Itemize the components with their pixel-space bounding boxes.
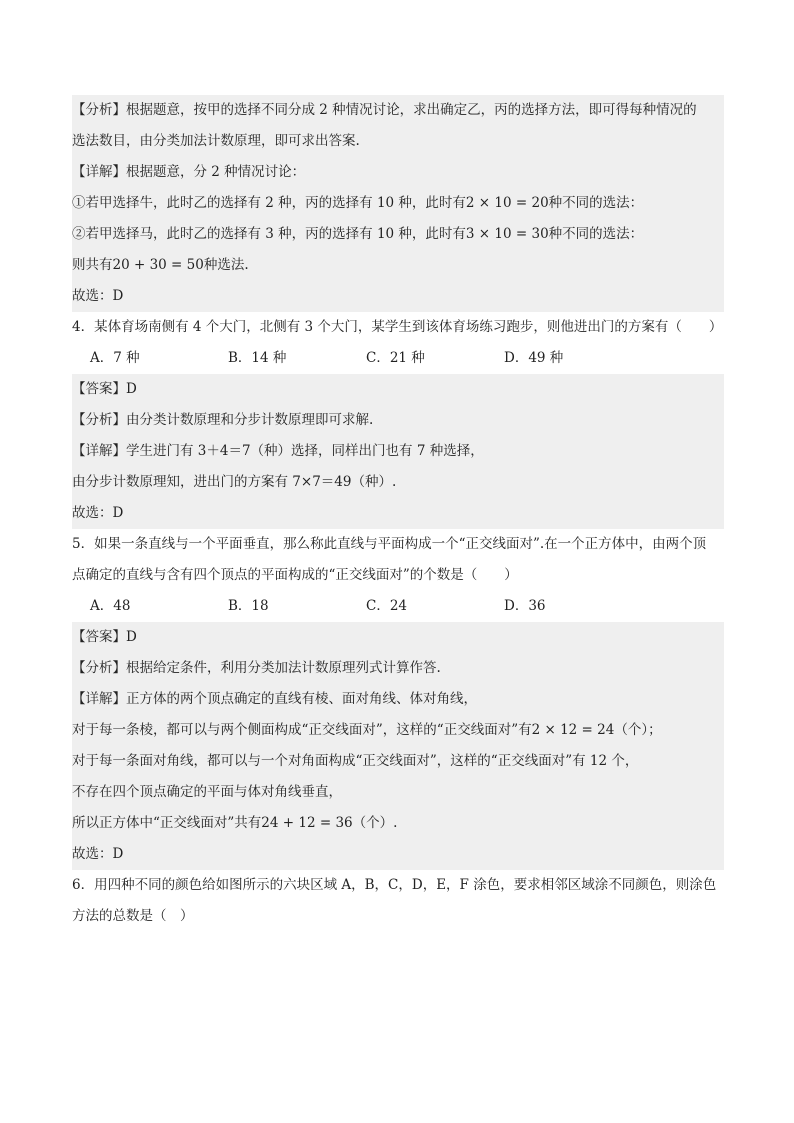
answer-line: 【答案】D <box>72 629 137 645</box>
analysis-line: 【分析】由分类计数原理和分步计数原理即可求解. <box>72 412 374 428</box>
detail-line: 【详解】学生进门有 3＋4＝7（种）选择，同样出门也有 7 种选择， <box>72 443 484 459</box>
detail-line-3: 对于每一条面对角线，都可以与一个对角面构成“正交线面对”，这样的“正交线面对”有 12 个， <box>72 753 639 769</box>
option-b: B．18 <box>228 598 269 614</box>
solution-block-5 <box>72 622 724 870</box>
question-options <box>72 343 724 374</box>
detail-total: 所以正方体中“正交线面对”共有24 + 12 = 36（个）. <box>72 815 398 831</box>
choice-line: 故选：D <box>72 505 124 521</box>
option-d: D．36 <box>504 598 546 614</box>
option-c: C．21 种 <box>366 350 425 366</box>
detail-case-1: ①若甲选择牛，此时乙的选择有 2 种，丙的选择有 10 种，此时有2 × 10 = 20种不同的选法： <box>72 195 644 211</box>
question-text: 4．某体育场南侧有 4 个大门，北侧有 3 个大门，某学生到该体育场练习跑步，则他进出门的方案有（ ） <box>72 319 723 335</box>
option-c: C．24 <box>366 598 408 614</box>
option-a: A．48 <box>90 598 131 614</box>
answer-line: 【答案】D <box>72 381 137 397</box>
question-text: 5．如果一条直线与一个平面垂直，那么称此直线与平面构成一个“正交线面对”.在一个正方体中，由两个顶 <box>72 536 707 552</box>
analysis-line-cont: 选法数目，由分类加法计数原理，即可求出答案. <box>72 133 360 149</box>
question-options <box>72 591 724 622</box>
detail-line: 【详解】根据题意，分 2 种情况讨论： <box>72 164 306 180</box>
detail-case-2: ②若甲选择马，此时乙的选择有 3 种，丙的选择有 10 种，此时有3 × 10 = 30种不同的选法： <box>72 226 644 242</box>
document-content <box>72 95 724 932</box>
solution-block-4 <box>72 374 724 529</box>
question-6 <box>72 870 724 932</box>
option-d: D．49 种 <box>504 350 564 366</box>
detail-line: 【详解】正方体的两个顶点确定的直线有棱、面对角线、体对角线， <box>72 691 477 707</box>
detail-total: 则共有20 + 30 = 50种选法. <box>72 257 249 273</box>
option-a: A．7 种 <box>90 350 140 366</box>
question-4 <box>72 312 724 374</box>
analysis-line: 【分析】根据给定条件，利用分类加法计数原理列式计算作答. <box>72 660 441 676</box>
analysis-line: 【分析】根据题意，按甲的选择不同分成 2 种情况讨论，求出确定乙，丙的选择方法，即可得每种情况的 <box>72 102 697 118</box>
question-text-cont: 点确定的直线与含有四个顶点的平面构成的“正交线面对”的个数是（ ） <box>72 567 518 583</box>
question-text-cont: 方法的总数是（ ） <box>72 908 194 924</box>
question-5 <box>72 529 724 622</box>
question-text: 6．用四种不同的颜色给如图所示的六块区域 A，B，C，D，E，F 涂色，要求相邻区域涂不同颜色，则涂色 <box>72 877 717 893</box>
detail-line-2: 对于每一条棱，都可以与两个侧面构成“正交线面对”，这样的“正交线面对”有2 × 12 = 24（个）； <box>72 722 662 738</box>
solution-block-3 <box>72 95 724 312</box>
detail-line-4: 不存在四个顶点确定的平面与体对角线垂直， <box>72 784 342 800</box>
choice-line: 故选：D <box>72 288 124 304</box>
option-b: B．14 种 <box>228 350 287 366</box>
choice-line: 故选：D <box>72 846 124 862</box>
detail-line-2: 由分步计数原理知，进出门的方案有 7×7＝49（种）. <box>72 474 397 490</box>
